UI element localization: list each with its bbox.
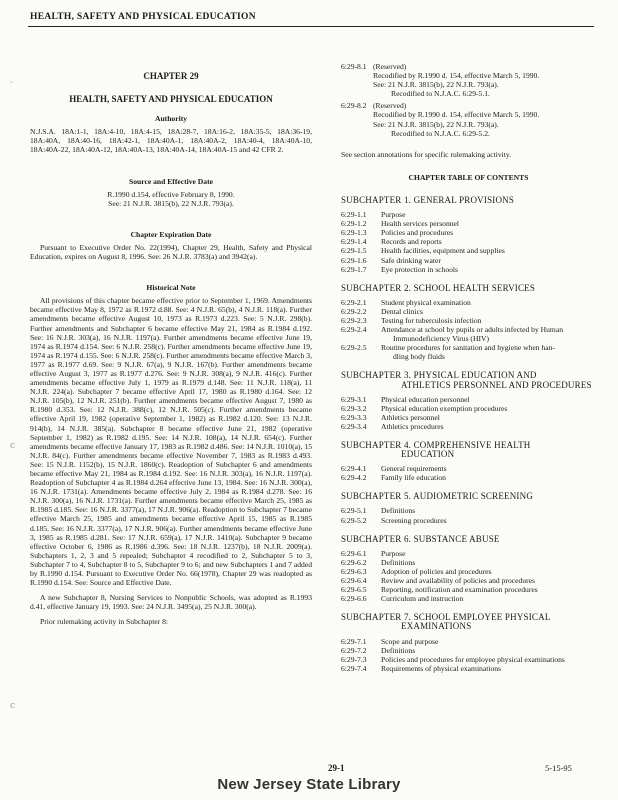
subchapter-heading[interactable]	[341, 613, 596, 631]
section-title: Purpose	[381, 548, 406, 558]
toc-entry[interactable]	[341, 307, 596, 316]
expiration-text: Pursuant to Executive Order No. 22(1994), Chapter 29, Health, Safety and Physical Education, expires on August 8, 1996. See: 26 N.J.R. 3783(a) and 3942(a).	[30, 242, 312, 262]
revision-date: 5-15-95	[545, 763, 572, 773]
section-title: Curriculum and instruction	[381, 594, 464, 604]
toc-entry[interactable]	[341, 219, 596, 228]
annotation-line: Recodified by R.1990 d. 154, effective March 5, 1990.	[373, 110, 540, 120]
subchapter-title-continued: ATHLETICS PERSONNEL AND PROCEDURES	[401, 379, 592, 390]
section-title: General requirements	[381, 464, 447, 474]
library-stamp: New Jersey State Library	[217, 776, 401, 793]
table-of-contents	[341, 196, 596, 673]
section-number: 6:29-1.4	[341, 237, 367, 247]
subchapter-heading[interactable]	[341, 284, 596, 293]
toc-entry[interactable]	[341, 646, 596, 655]
toc-entry[interactable]	[341, 567, 596, 576]
subchapter-title: SUBCHAPTER 4. COMPREHENSIVE HEALTH	[341, 440, 531, 450]
toc-entry[interactable]	[341, 422, 596, 431]
toc-entry[interactable]	[341, 316, 596, 325]
section-title: Family life education	[381, 473, 446, 483]
section-title: Eye protection in schools	[381, 264, 458, 274]
section-number: 6:29-1.6	[341, 255, 367, 265]
toc-entry[interactable]	[341, 594, 596, 603]
authority-text: N.J.S.A. 18A:1-1, 18A:4-10, 18A:4-15, 18A:28-7, 18A:16-2, 18A:35-5, 18A:36-19, 18A:40A, 18A:40-16, 18A:42-1, 18A:40A-1, 18A:40A-2, 18A:40-4, 18A:40A-10, 18A:40A-22, 18A:40A-12, 18A:40A-13, 18A:40A-14, 18A:40A-15 and 42 CFR 2.	[30, 127, 312, 155]
toc-entry[interactable]	[341, 210, 596, 219]
section-title-continued: Immunodeficiency Virus (HIV)	[393, 334, 489, 344]
section-number: 6:29-8.2	[341, 101, 367, 111]
toc-entry[interactable]	[341, 256, 596, 265]
subchapter-heading[interactable]	[341, 535, 596, 544]
section-number: 6:29-6.4	[341, 576, 367, 586]
section-title: Records and reports	[381, 237, 442, 247]
section-title: Safe drinking water	[381, 255, 441, 265]
section-number: 6:29-2.3	[341, 315, 367, 325]
subchapter-title: SUBCHAPTER 5. AUDIOMETRIC SCREENING	[341, 491, 534, 502]
source-line: R.1990 d.154, effective February 8, 1990.	[107, 189, 235, 199]
chapter-subtitle: HEALTH, SAFETY AND PHYSICAL EDUCATION	[69, 94, 273, 105]
section-number: 6:29-1.1	[341, 210, 367, 220]
section-number: 6:29-6.2	[341, 557, 367, 567]
section-title: Health services personnel	[381, 219, 460, 229]
toc-entry[interactable]	[341, 506, 596, 515]
toc-entry[interactable]	[341, 298, 596, 307]
margin-mark: ⅽ	[10, 440, 16, 450]
toc-entry[interactable]	[341, 516, 596, 525]
section-number: 6:29-2.5	[341, 343, 367, 353]
header-rule	[28, 26, 594, 27]
section-number: 6:29-3.2	[341, 403, 367, 413]
annotation-line: (Reserved)	[373, 62, 407, 71]
toc-entry[interactable]	[341, 228, 596, 237]
section-number: 6:29-6.5	[341, 585, 367, 595]
toc-entry[interactable]	[341, 637, 596, 646]
authority-heading: Authority	[154, 114, 188, 124]
margin-mark: ˘	[10, 80, 13, 90]
section-number: 6:29-1.3	[341, 228, 367, 238]
annotation-line: See: 21 N.J.R. 3815(b), 22 N.J.R. 793(a).	[373, 119, 499, 129]
margin-mark: ⅽ	[10, 700, 16, 710]
section-number: 6:29-1.5	[341, 246, 367, 256]
section-number: 6:29-1.7	[341, 264, 367, 274]
section-number: 6:29-8.1	[341, 62, 367, 71]
annotation-line: (Reserved)	[373, 101, 407, 111]
section-title-continued: dling body fluids	[393, 352, 445, 362]
section-number: 6:29-3.4	[341, 421, 367, 431]
toc-entry[interactable]	[341, 558, 596, 567]
section-number: 6:29-6.3	[341, 566, 367, 576]
subchapter-title: SUBCHAPTER 6. SUBSTANCE ABUSE	[341, 533, 500, 544]
section-title: Athletics procedures	[381, 421, 444, 431]
section-title: Review and availability of policies and procedures	[381, 576, 535, 586]
page-number: 29-1	[328, 763, 345, 773]
annotation-line: Recodified to N.J.A.C. 6:29-5.1.	[391, 89, 490, 99]
section-number: 6:29-3.1	[341, 394, 367, 404]
section-title: Definitions	[381, 506, 416, 516]
section-title: Physical education personnel	[381, 394, 470, 404]
subchapter-heading[interactable]	[341, 492, 596, 501]
subchapter-heading[interactable]	[341, 371, 596, 389]
section-number: 6:29-5.2	[341, 515, 367, 525]
section-number: 6:29-7.2	[341, 645, 367, 655]
toc-entry[interactable]	[341, 585, 596, 594]
historical-note-paragraph: A new Subchapter 8, Nursing Services to Nonpublic Schools, was adopted as R.1993 d.41, effective January 19, 1993. See: 24 N.J.R. 3495(a), 25 N.J.R. 300(a).	[30, 593, 312, 612]
annotation-note: See section annotations for specific rulemaking activity.	[341, 149, 512, 159]
subchapter-title: SUBCHAPTER 7. SCHOOL EMPLOYEE PHYSICAL	[341, 612, 551, 623]
left-column	[30, 62, 312, 627]
section-title: Testing for tuberculosis infection	[381, 315, 482, 325]
historical-note-paragraph: Prior rulemaking activity in Subchapter 8:	[40, 617, 169, 627]
subchapter-heading[interactable]	[341, 196, 596, 205]
toc-entry[interactable]	[341, 265, 596, 274]
section-number: 6:29-6.6	[341, 594, 367, 604]
toc-entry[interactable]	[341, 246, 596, 255]
toc-entry[interactable]	[341, 464, 596, 473]
section-title: Reporting, notification and examination procedures	[381, 585, 538, 595]
section-number: 6:29-4.1	[341, 464, 367, 474]
toc-entry[interactable]	[341, 549, 596, 558]
section-title: Attendance at school by pupils or adults infected by Human	[381, 325, 563, 335]
section-number: 6:29-2.2	[341, 306, 367, 316]
toc-entry[interactable]	[341, 325, 596, 343]
toc-entry[interactable]	[341, 404, 596, 413]
section-title: Definitions	[381, 557, 416, 567]
subchapter-title: SUBCHAPTER 2. SCHOOL HEALTH SERVICES	[341, 282, 536, 293]
section-number: 6:29-2.4	[341, 325, 367, 335]
section-title: Policies and procedures for employee physical examinations	[381, 654, 565, 664]
toc-entry[interactable]	[341, 655, 596, 664]
toc-entry[interactable]	[341, 473, 596, 482]
source-line: See: 21 N.J.R. 3815(b), 22 N.J.R. 793(a).	[108, 198, 234, 208]
section-number: 6:29-3.3	[341, 412, 367, 422]
section-title: Policies and procedures	[381, 228, 454, 238]
section-number: 6:29-6.1	[341, 548, 367, 558]
toc-entry[interactable]	[341, 413, 596, 422]
subchapter-heading[interactable]	[341, 441, 596, 459]
historical-note-heading: Historical Note	[146, 283, 196, 293]
section-title: Routine procedures for sanitation and hygiene when han-	[381, 343, 555, 353]
section-title: Health facilities, equipment and supplies	[381, 246, 505, 256]
subchapter-title: SUBCHAPTER 3. PHYSICAL EDUCATION AND	[341, 370, 537, 381]
section-title: Student physical examination	[381, 297, 471, 307]
subchapter-title-continued: EXAMINATIONS	[401, 621, 472, 632]
section-number: 6:29-1.2	[341, 219, 367, 229]
toc-entry[interactable]	[341, 237, 596, 246]
annotation-entry	[341, 101, 596, 137]
historical-note-paragraph: All provisions of this chapter became effective prior to September 1, 1969. Amendments became effective May 8, 1972 as R.1972 d.88. See: 4 N.J.R. 65(b), 4 N.J.R. 118(a). Further amendments became effective August 10, 1973 as R.1973 d.223. See: 5 N.J.R. 298(b). Further amendments and Subchapter 6 became effective May 21, 1984 as R.1984 d.192. See: 16 N.J.R. 303(a), 16 N.J.R. 1197(a). Further amendments became effective June 19, 1974 as R.1974 d.154. See: 6 N.J.R. 258(c). Further amendments became effective June 19, 1974 as R.1974 d.155. See: 6 N.J.R. 258(c). Further amendments became effective March 3, 1977 as R.1977 d.69. See: 9 N.J.R. 67(a), 9 N.J.R. 167(b). Further amendments became effective August 3, 1977 as R.1977 d.276. See: 9 N.J.R. 308(a), 9 N.J.R. 416(c). Further amendments became effective July 1, 1979 as R.1979 d.148. See: 11 N.J.R. 118(a), 11 N.J.R. 224(a). Subchapter 7 became effective April 17, 1980 as R.1980 d.164. See: 12 N.J.R. 105(b), 12 N.J.R. 251(b). Further amendments became effective August 7, 1980 as R.1980 d.353. See: 12 N.J.R. 388(c), 12 N.J.R. 505(c). Further amendments became effective April 19, 1982 (operative September 1, 1982) as R.1982 d.120. See: 13 N.J.R. 914(b), 14 N.J.R. 385(a). Subchapter 8 became effective June 21, 1982 (operative September 1, 1982) as R.1982 d.195. See: 14 N.J.R. 108(a), 14 N.J.R. 654(c). Further amendments became effective January 17, 1983 as R.1982 d.486. See: 14 N.J.R. 1010(a), 15 N.J.R. 84(c). Further amendments became effective November 7, 1983 as R.1983 d.493. See: 15 N.J.R. 1152(b), 15 N.J.R. 1860(c). Readoption of Subchapter 6 and amendments became effective May 21, 1984 as R.1984 d.192. See: 16 N.J.R. 303(a), 16 N.J.R. 1197(a). Readoption of Subchapter 4 as R.1984 d.264 effective June 13, 1984. See: 16 N.J.R. 300(a), 16 N.J.R. 1731(a). Amendments became effective July 2, 1984 as R.1984 d.278. See: 16 N.J.R. 300(a), 16 N.J.R. 1731(a). Further amendments became effective March 25, 1985 as R.1985 d.185. See: 16 N.J.R. 3377(a), 17 N.J.R. 906(a). Readoption to Subchapter 7 became effective March 25, 1985 and amendments became effective April 15, 1985 as R.1985 d.185. See: 16 N.J.R. 3377(a), 17 N.J.R. 906(a). Further amendments became effective June 3, 1985 as R.1985 d.281. See: 17 N.J.R. 659(a), 17 N.J.R. 1410(a). Subchapter 9 became effective October 6, 1986 as R.1986 d.396. See: 18 N.J.R. 1237(b), 18 N.J.R. 2009(a). Subchapters 1, 2, 3 and 5 repealed; Subchapter 4 recodified to 2, Subchapter 5 to 3, Subchapter 7 to 4, Subchapter 8 to 5, Subchapter 9 to 6; and new Subchapters 1 and 7 added by R.1990 d.154. Pursuant to Executive Order No. 66(1978), Chapter 29 was readopted as R.1990 d.154. See: Source and Effective Date.	[30, 296, 312, 588]
section-title: Definitions	[381, 645, 416, 655]
source-heading: Source and Effective Date	[128, 176, 213, 186]
section-annotations	[341, 62, 596, 138]
toc-entry[interactable]	[341, 664, 596, 673]
toc-heading: CHAPTER TABLE OF CONTENTS	[408, 172, 529, 182]
section-number: 6:29-7.1	[341, 636, 367, 646]
subchapter-title-continued: EDUCATION	[401, 449, 455, 460]
annotation-line: See: 21 N.J.R. 3815(b), 22 N.J.R. 793(a).	[373, 80, 499, 90]
section-number: 6:29-7.4	[341, 663, 367, 673]
section-title: Adoption of policies and procedures	[381, 566, 492, 576]
toc-entry[interactable]	[341, 395, 596, 404]
running-head: HEALTH, SAFETY AND PHYSICAL EDUCATION	[30, 12, 256, 22]
section-title: Requirements of physical examinations	[381, 663, 501, 673]
section-title: Dental clinics	[381, 306, 423, 316]
toc-entry[interactable]	[341, 343, 596, 361]
section-title: Scope and purpose	[381, 636, 439, 646]
right-column	[341, 62, 596, 673]
chapter-title: CHAPTER 29	[143, 71, 199, 81]
toc-entry[interactable]	[341, 576, 596, 585]
expiration-heading: Chapter Expiration Date	[130, 229, 212, 239]
annotation-entry	[341, 62, 596, 98]
section-number: 6:29-7.3	[341, 654, 367, 664]
subchapter-title: SUBCHAPTER 1. GENERAL PROVISIONS	[341, 194, 515, 205]
section-title: Athletics personnel	[381, 412, 440, 422]
section-number: 6:29-5.1	[341, 506, 367, 516]
section-number: 6:29-2.1	[341, 297, 367, 307]
annotation-line: Recodified by R.1990 d. 154, effective March 5, 1990.	[373, 71, 540, 81]
annotation-line: Recodified to N.J.A.C. 6:29-5.2.	[391, 128, 490, 138]
section-title: Screening procedures	[381, 515, 447, 525]
section-title: Physical education exemption procedures	[381, 403, 508, 413]
section-title: Purpose	[381, 210, 406, 220]
section-number: 6:29-4.2	[341, 473, 367, 483]
